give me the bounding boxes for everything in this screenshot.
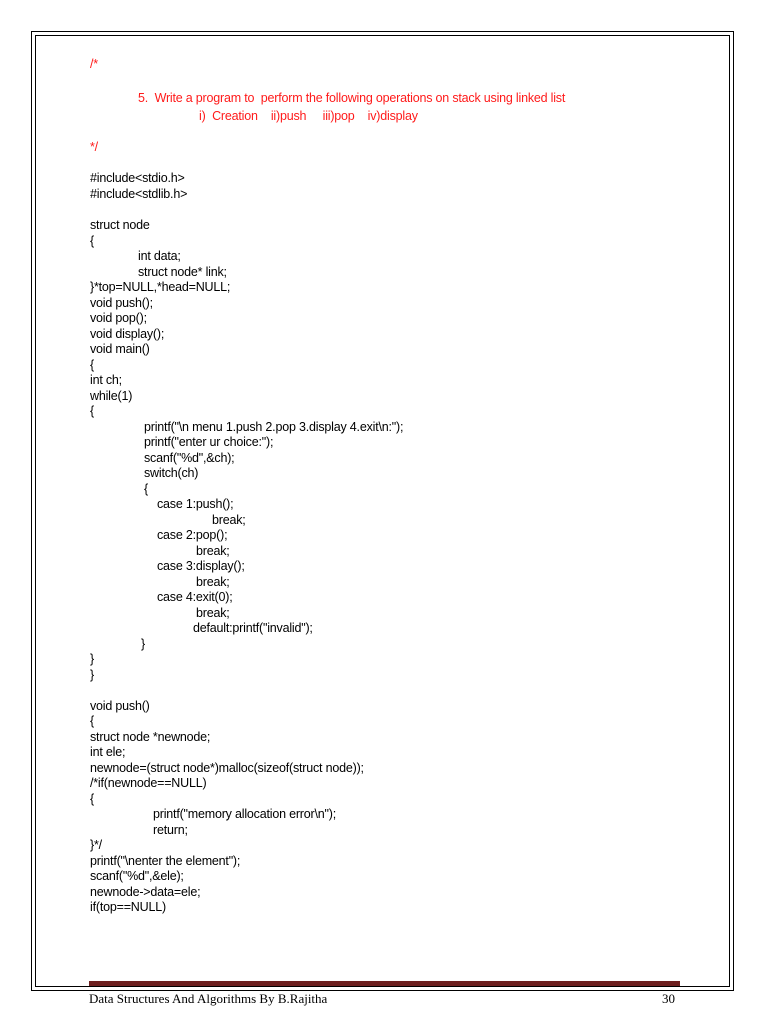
code-line: break; — [196, 606, 230, 620]
code-line: printf("\nenter the element"); — [90, 854, 241, 868]
footer-rule — [89, 981, 680, 986]
code-line: void push(); — [90, 296, 153, 310]
code-line: case 3:display(); — [157, 559, 245, 573]
code-line: struct node* link; — [138, 265, 227, 279]
code-line: { — [90, 792, 94, 806]
code-line: if(top==NULL) — [90, 900, 166, 914]
operations-list: i) Creation ii)push iii)pop iv)display — [199, 109, 418, 123]
code-line: scanf("%d",&ch); — [144, 451, 235, 465]
code-line: printf("enter ur choice:"); — [144, 435, 274, 449]
code-line: scanf("%d",&ele); — [90, 869, 184, 883]
code-line: case 1:push(); — [157, 497, 234, 511]
code-line: { — [90, 714, 94, 728]
code-line: { — [144, 482, 148, 496]
code-line: break; — [196, 575, 230, 589]
code-line: int data; — [138, 249, 181, 263]
code-line: void push() — [90, 699, 150, 713]
code-line: }*/ — [90, 838, 102, 852]
code-line: while(1) — [90, 389, 133, 403]
code-line: { — [90, 358, 94, 372]
code-line: } — [90, 652, 94, 666]
code-line: #include<stdlib.h> — [90, 187, 188, 201]
code-line: return; — [153, 823, 188, 837]
code-line: case 2:pop(); — [157, 528, 228, 542]
code-line: int ch; — [90, 373, 122, 387]
comment-close: */ — [90, 140, 98, 154]
code-line: int ele; — [90, 745, 126, 759]
code-line: void display(); — [90, 327, 165, 341]
code-line: newnode->data=ele; — [90, 885, 201, 899]
code-line: newnode=(struct node*)malloc(sizeof(struct node)); — [90, 761, 364, 775]
code-line: void pop(); — [90, 311, 147, 325]
code-line: break; — [196, 544, 230, 558]
code-line: { — [90, 234, 94, 248]
question-text: 5. Write a program to perform the following operations on stack using linked list — [138, 91, 566, 105]
code-line: } — [141, 637, 145, 651]
code-line: struct node *newnode; — [90, 730, 211, 744]
code-line: break; — [212, 513, 246, 527]
code-line: /*if(newnode==NULL) — [90, 776, 207, 790]
code-line: default:printf("invalid"); — [193, 621, 313, 635]
comment-open: /* — [90, 57, 98, 71]
code-line: }*top=NULL,*head=NULL; — [90, 280, 231, 294]
code-line: printf("\n menu 1.push 2.pop 3.display 4.exit\n:"); — [144, 420, 404, 434]
code-line: } — [90, 668, 94, 682]
footer-title: Data Structures And Algorithms By B.Rajitha — [89, 991, 328, 1006]
code-line: #include<stdio.h> — [90, 171, 185, 185]
code-line: void main() — [90, 342, 150, 356]
code-line: printf("memory allocation error\n"); — [153, 807, 336, 821]
code-line: switch(ch) — [144, 466, 199, 480]
code-line: { — [90, 404, 94, 418]
code-line: struct node — [90, 218, 150, 232]
code-line: case 4:exit(0); — [157, 590, 233, 604]
page-number: 30 — [662, 991, 675, 1006]
